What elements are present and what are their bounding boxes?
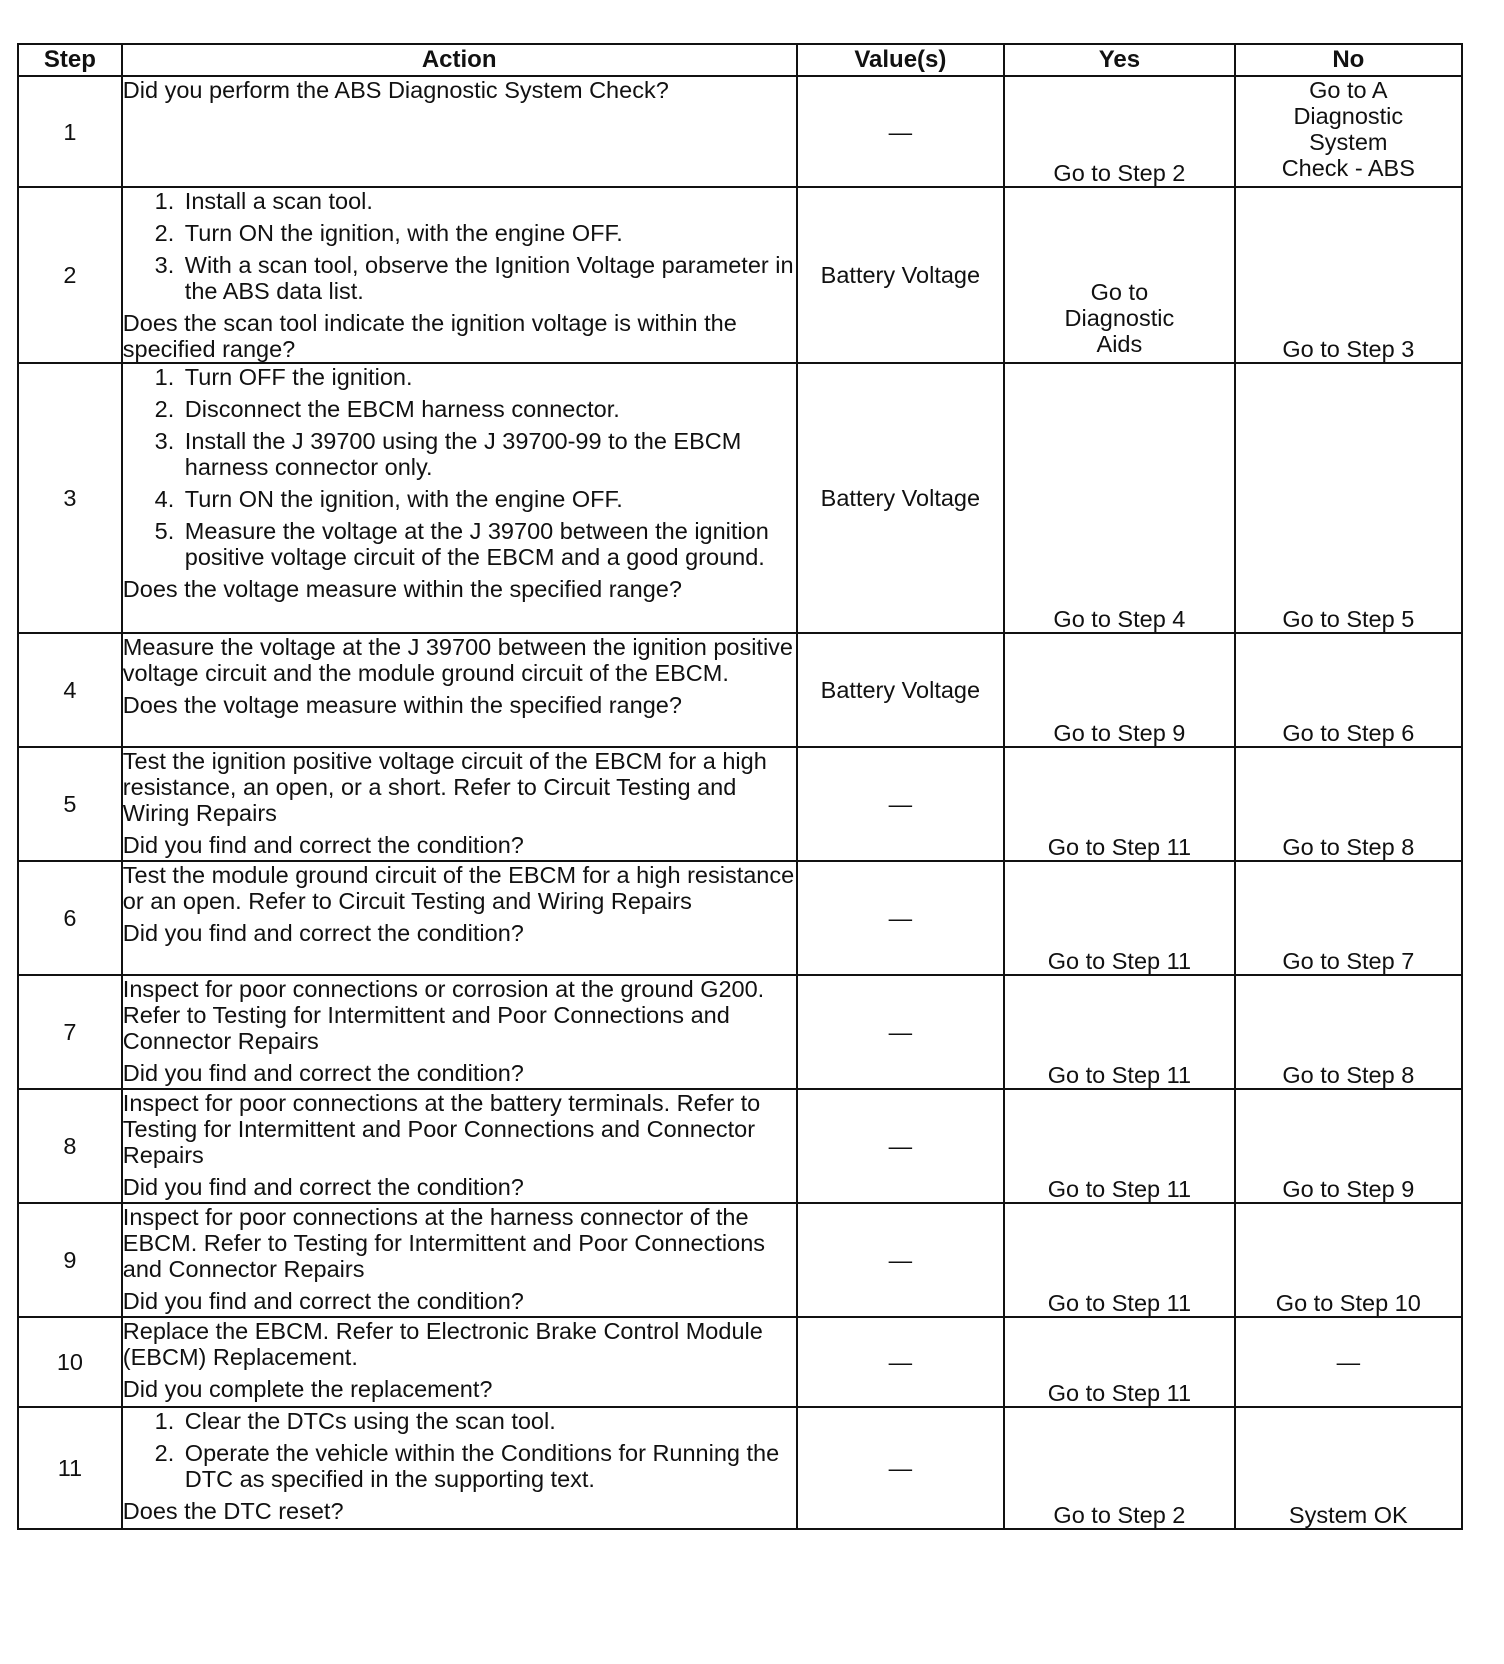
action-cell	[122, 363, 797, 633]
action-question: Did you find and correct the condition?	[122, 832, 524, 858]
action-step: 5. Measure the voltage at the J 39700 between the ignition positive voltage circuit of the EBCM and a good ground.	[181, 518, 796, 570]
step-number: 5	[18, 747, 122, 861]
table-row-step-8	[18, 1089, 1462, 1203]
table-row-step-9	[18, 1203, 1462, 1317]
no-cell: —	[1235, 1317, 1462, 1407]
action-cell	[122, 747, 797, 861]
action-steps-list	[123, 1408, 796, 1492]
step-number: 11	[18, 1407, 122, 1529]
diagnostic-table	[17, 43, 1463, 1530]
action-question: Does the scan tool indicate the ignition voltage is within the specified range?	[122, 310, 737, 362]
table-row-step-5	[18, 747, 1462, 861]
action-steps-list	[123, 364, 796, 570]
yes-cell: Go to Step 4	[1004, 363, 1234, 633]
yes-cell: Go to Step 11	[1004, 975, 1234, 1089]
action-step: 3. With a scan tool, observe the Ignition Voltage parameter in the ABS data list.	[181, 252, 796, 304]
action-question: Did you complete the replacement?	[122, 1376, 493, 1402]
action-question: Did you find and correct the condition?	[122, 1060, 524, 1086]
action-step: 1. Install a scan tool.	[181, 188, 796, 214]
action-question: Does the voltage measure within the specified range?	[122, 692, 682, 718]
action-cell	[122, 633, 797, 747]
action-step: 2. Turn ON the ignition, with the engine OFF.	[181, 220, 796, 246]
yes-cell: Go to Step 11	[1004, 747, 1234, 861]
value-cell: Battery Voltage	[797, 633, 1005, 747]
action-text: Replace the EBCM. Refer to Electronic Brake Control Module (EBCM) Replacement.	[122, 1318, 763, 1370]
value-cell: Battery Voltage	[797, 363, 1005, 633]
table-row-step-10	[18, 1317, 1462, 1407]
step-number: 4	[18, 633, 122, 747]
action-question: Did you find and correct the condition?	[122, 1174, 524, 1200]
no-cell: Go to Step 6	[1235, 633, 1462, 747]
action-cell	[122, 76, 797, 187]
action-text: Inspect for poor connections or corrosion at the ground G200. Refer to Testing for Intermittent and Poor Connections and Connector Repairs	[122, 976, 765, 1054]
header-action: Action	[122, 44, 797, 76]
value-cell: —	[797, 1407, 1005, 1529]
step-number: 8	[18, 1089, 122, 1203]
yes-cell: Go to Step 11	[1004, 1203, 1234, 1317]
step-number: 9	[18, 1203, 122, 1317]
action-question: Does the voltage measure within the specified range?	[122, 576, 682, 602]
table-row-step-2	[18, 187, 1462, 363]
step-number: 10	[18, 1317, 122, 1407]
value-cell: —	[797, 1203, 1005, 1317]
table-row-step-3	[18, 363, 1462, 633]
action-step: 3. Install the J 39700 using the J 39700-99 to the EBCM harness connector only.	[181, 428, 796, 480]
action-step: 4. Turn ON the ignition, with the engine OFF.	[181, 486, 796, 512]
header-values: Value(s)	[797, 44, 1005, 76]
action-step: 2. Disconnect the EBCM harness connector.	[181, 396, 796, 422]
table-row-step-1	[18, 76, 1462, 187]
action-text: Test the ignition positive voltage circuit of the EBCM for a high resistance, an open, or a short. Refer to Circuit Testing and Wiring Repairs	[122, 748, 767, 826]
action-step: 1. Turn OFF the ignition.	[181, 364, 796, 390]
yes-cell: Go to Step 11	[1004, 1089, 1234, 1203]
action-question: Did you perform the ABS Diagnostic System Check?	[122, 77, 669, 103]
step-number: 3	[18, 363, 122, 633]
yes-cell: Go to Step 11	[1004, 861, 1234, 975]
action-text: Measure the voltage at the J 39700 between the ignition positive voltage circuit and the module ground circuit of the EBCM.	[122, 634, 793, 686]
yes-cell: Go to Step 11	[1004, 1317, 1234, 1407]
no-cell: Go to A Diagnostic System Check - ABS	[1235, 76, 1462, 187]
value-cell: Battery Voltage	[797, 187, 1005, 363]
header-row	[18, 44, 1462, 76]
table-row-step-11	[18, 1407, 1462, 1529]
action-step: 1. Clear the DTCs using the scan tool.	[181, 1408, 796, 1434]
action-cell	[122, 1089, 797, 1203]
value-cell: —	[797, 1317, 1005, 1407]
action-steps-list	[123, 188, 796, 304]
value-cell: —	[797, 747, 1005, 861]
header-step: Step	[18, 44, 122, 76]
action-question: Does the DTC reset?	[122, 1498, 344, 1524]
action-question: Did you find and correct the condition?	[122, 1288, 524, 1314]
value-cell: —	[797, 975, 1005, 1089]
value-cell: —	[797, 1089, 1005, 1203]
no-cell: Go to Step 8	[1235, 747, 1462, 861]
action-cell	[122, 187, 797, 363]
table-row-step-4	[18, 633, 1462, 747]
no-cell: Go to Step 8	[1235, 975, 1462, 1089]
step-number: 6	[18, 861, 122, 975]
action-cell	[122, 861, 797, 975]
no-cell: Go to Step 9	[1235, 1089, 1462, 1203]
action-step: 2. Operate the vehicle within the Conditions for Running the DTC as specified in the supporting text.	[181, 1440, 796, 1492]
header-yes: Yes	[1004, 44, 1234, 76]
no-cell: Go to Step 5	[1235, 363, 1462, 633]
yes-cell: Go to Diagnostic Aids	[1004, 187, 1234, 363]
value-cell: —	[797, 861, 1005, 975]
value-cell: —	[797, 76, 1005, 187]
no-cell: Go to Step 10	[1235, 1203, 1462, 1317]
action-cell	[122, 975, 797, 1089]
yes-cell: Go to Step 2	[1004, 1407, 1234, 1529]
action-cell	[122, 1317, 797, 1407]
table-row-step-7	[18, 975, 1462, 1089]
action-question: Did you find and correct the condition?	[122, 920, 524, 946]
action-cell	[122, 1407, 797, 1529]
no-cell: Go to Step 3	[1235, 187, 1462, 363]
yes-cell: Go to Step 9	[1004, 633, 1234, 747]
action-text: Inspect for poor connections at the harness connector of the EBCM. Refer to Testing for Intermittent and Poor Connections and Connector Repairs	[122, 1204, 766, 1282]
yes-cell: Go to Step 2	[1004, 76, 1234, 187]
action-cell	[122, 1203, 797, 1317]
step-number: 7	[18, 975, 122, 1089]
no-cell: Go to Step 7	[1235, 861, 1462, 975]
step-number: 1	[18, 76, 122, 187]
no-cell: System OK	[1235, 1407, 1462, 1529]
header-no: No	[1235, 44, 1462, 76]
action-text: Inspect for poor connections at the battery terminals. Refer to Testing for Intermittent and Poor Connections and Connector Repairs	[122, 1090, 761, 1168]
step-number: 2	[18, 187, 122, 363]
action-text: Test the module ground circuit of the EBCM for a high resistance or an open. Refer to Circuit Testing and Wiring Repairs	[122, 862, 795, 914]
table-row-step-6	[18, 861, 1462, 975]
